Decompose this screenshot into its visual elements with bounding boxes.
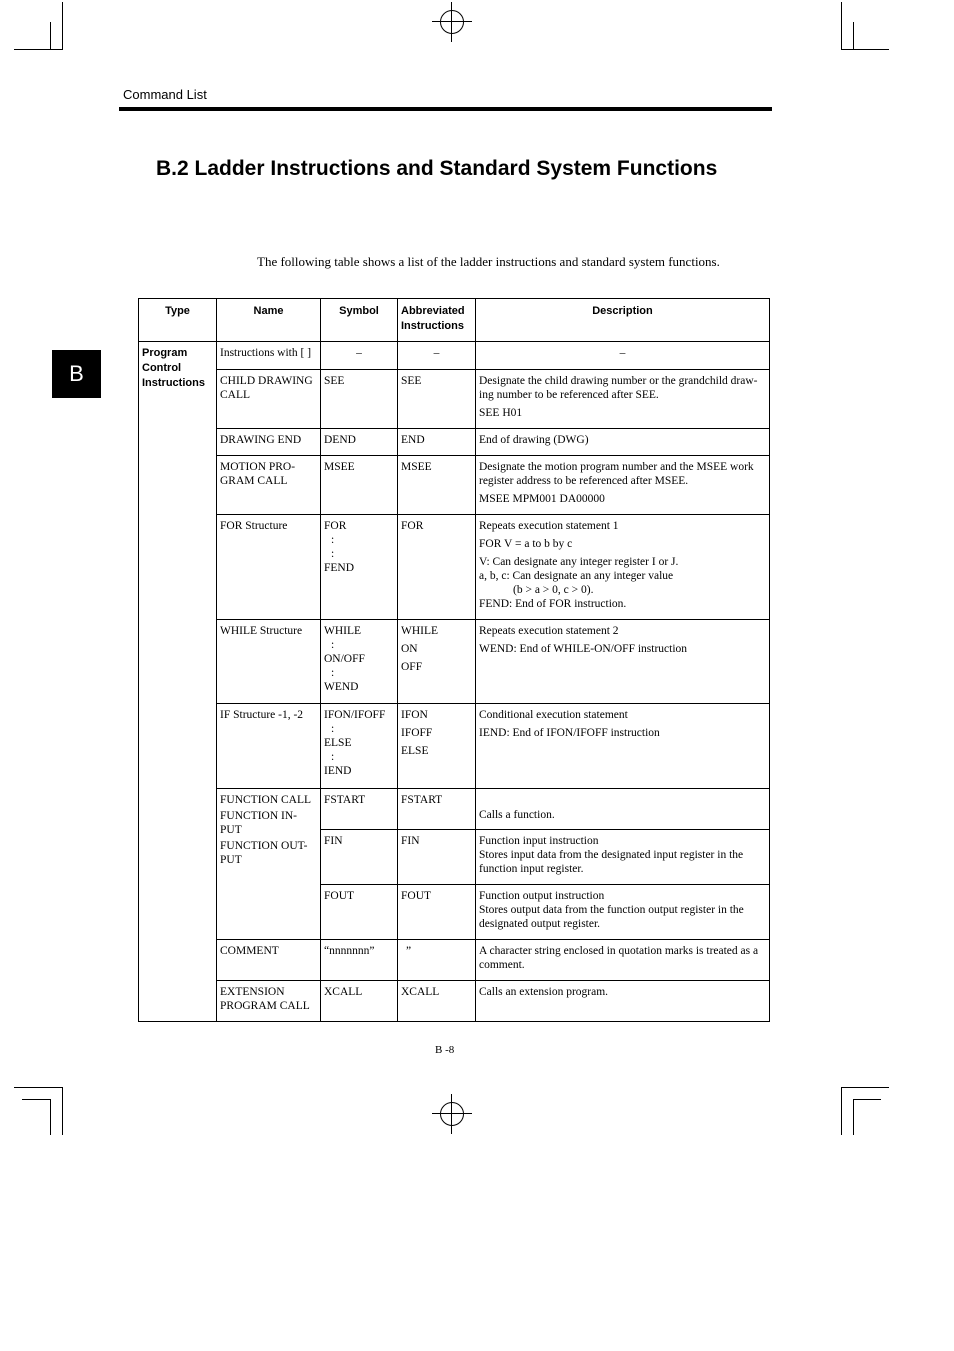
abbr-cell: ” (398, 940, 476, 981)
name-cell: FOR Structure (217, 515, 321, 620)
abbr-line: ELSE (401, 745, 429, 757)
symbol-cell: XCALL (321, 981, 398, 1022)
abbr-cell: FIN (398, 830, 476, 885)
name-line: FUNCTION CALL (220, 794, 312, 806)
description-cell: – (476, 342, 770, 370)
header-rule (119, 107, 772, 111)
abbr-cell: END (398, 429, 476, 456)
description-line: Conditional execution statement (479, 709, 628, 721)
symbol-cell (321, 515, 398, 620)
name-line: FUNCTION IN-PUT (220, 810, 297, 836)
name-cell: CHILD DRAWING CALL (217, 370, 321, 429)
table-row (139, 620, 770, 704)
symbol-cell: FOUT (321, 885, 398, 940)
description-line: WEND: End of WHILE-ON/OFF instruction (479, 643, 688, 655)
name-cell: EXTENSION PROGRAM CALL (217, 981, 321, 1022)
table-row (139, 342, 770, 370)
abbr-cell: FOUT (398, 885, 476, 940)
header-type: Type (139, 299, 217, 342)
description-line: V: Can designate any integer register I or J. (479, 556, 679, 568)
intro-paragraph: The following table shows a list of the ladder instructions and standard system functions. (257, 254, 720, 269)
name-cell: Instructions with [ ] (217, 342, 321, 370)
running-header: Command List (123, 87, 207, 102)
description-line: Stores input data from the designated input register in the function input register. (479, 849, 744, 875)
description-line: Stores output data from the function output register in the designated output register. (479, 904, 744, 930)
description-line: Calls a function. (479, 809, 555, 821)
abbr-cell (398, 704, 476, 789)
description-cell: A character string enclosed in quotation marks is treated as a comment. (476, 940, 770, 981)
abbr-cell: FSTART (398, 789, 476, 830)
symbol-line: WHILE (324, 625, 362, 637)
symbol-line: : (331, 534, 335, 546)
table-row (139, 789, 770, 830)
description-line: Designate the motion program number and the MSEE work register address to be referenced after MSEE. (479, 461, 754, 487)
header-description: Description (476, 299, 770, 342)
description-line: (b > a > 0, c > 0). (513, 584, 594, 596)
symbol-cell: “nnnnnnn” (321, 940, 398, 981)
description-line: Function input instruction (479, 835, 599, 847)
description-line: FEND: End of FOR instruction. (479, 598, 627, 610)
symbol-cell: FSTART (321, 789, 398, 830)
type-cell: Program Control Instructions (139, 342, 217, 1022)
symbol-cell: – (321, 342, 398, 370)
description-line: Repeats execution statement 1 (479, 520, 619, 532)
symbol-line: ELSE (324, 737, 352, 749)
symbol-line: : (331, 639, 335, 651)
description-line: Function output instruction (479, 890, 605, 902)
page-number: B -8 (435, 1044, 455, 1056)
symbol-line: : (331, 667, 335, 679)
abbr-line: ON (401, 643, 418, 655)
abbr-cell: MSEE (398, 456, 476, 515)
name-cell: WHILE Structure (217, 620, 321, 704)
table-row (139, 429, 770, 456)
description-cell (476, 830, 770, 885)
name-cell: MOTION PRO-GRAM CALL (217, 456, 321, 515)
name-cell: COMMENT (217, 940, 321, 981)
description-line: IEND: End of IFON/IFOFF instruction (479, 727, 660, 739)
section-title: B.2 Ladder Instructions and Standard System Functions (156, 157, 718, 180)
abbr-cell: – (398, 342, 476, 370)
abbr-cell: SEE (398, 370, 476, 429)
symbol-line: FOR (324, 520, 347, 532)
name-cell: IF Structure -1, -2 (217, 704, 321, 789)
symbol-line: FEND (324, 562, 355, 574)
symbol-cell: DEND (321, 429, 398, 456)
description-line: Repeats execution statement 2 (479, 625, 619, 637)
symbol-cell (321, 620, 398, 704)
header-name: Name (217, 299, 321, 342)
description-line: a, b, c: Can designate an any integer value (479, 570, 674, 582)
table-row (139, 704, 770, 789)
description-line: FOR V = a to b by c (479, 538, 573, 550)
chapter-tab: B (52, 350, 101, 398)
description-cell (476, 370, 770, 429)
description-cell (476, 704, 770, 789)
header-abbreviated: Abbreviated Instructions (398, 299, 476, 342)
symbol-cell (321, 704, 398, 789)
description-cell (476, 620, 770, 704)
description-line: SEE H01 (479, 407, 523, 419)
symbol-cell: FIN (321, 830, 398, 885)
symbol-line: IFON/IFOFF (324, 709, 386, 721)
description-cell (476, 885, 770, 940)
abbr-line: IFOFF (401, 727, 433, 739)
name-cell (217, 789, 321, 940)
symbol-cell: SEE (321, 370, 398, 429)
table-header-row (139, 299, 770, 342)
abbr-cell (398, 620, 476, 704)
description-cell (476, 456, 770, 515)
name-line: FUNCTION OUT-PUT (220, 840, 308, 866)
header-symbol: Symbol (321, 299, 398, 342)
table-row (139, 981, 770, 1022)
table-row (139, 456, 770, 515)
symbol-line: : (331, 723, 335, 735)
symbol-line: : (331, 548, 335, 560)
description-cell (476, 789, 770, 830)
table-row (139, 370, 770, 429)
table-row (139, 940, 770, 981)
symbol-line: WEND (324, 681, 359, 693)
abbr-line: OFF (401, 661, 423, 673)
name-cell: DRAWING END (217, 429, 321, 456)
description-cell: Calls an extension program. (476, 981, 770, 1022)
description-cell (476, 515, 770, 620)
abbr-line: WHILE (401, 625, 439, 637)
description-cell: End of drawing (DWG) (476, 429, 770, 456)
description-line: Designate the child drawing number or the grandchild draw-ing number to be referenced after SEE. (479, 375, 758, 401)
table-row (139, 515, 770, 620)
description-line: MSEE MPM001 DA00000 (479, 493, 605, 505)
instruction-table (138, 298, 770, 1022)
symbol-cell: MSEE (321, 456, 398, 515)
abbr-line: IFON (401, 709, 428, 721)
symbol-line: : (331, 751, 335, 763)
abbr-cell: FOR (398, 515, 476, 620)
symbol-line: IEND (324, 765, 352, 777)
symbol-line: ON/OFF (324, 653, 365, 665)
abbr-cell: XCALL (398, 981, 476, 1022)
